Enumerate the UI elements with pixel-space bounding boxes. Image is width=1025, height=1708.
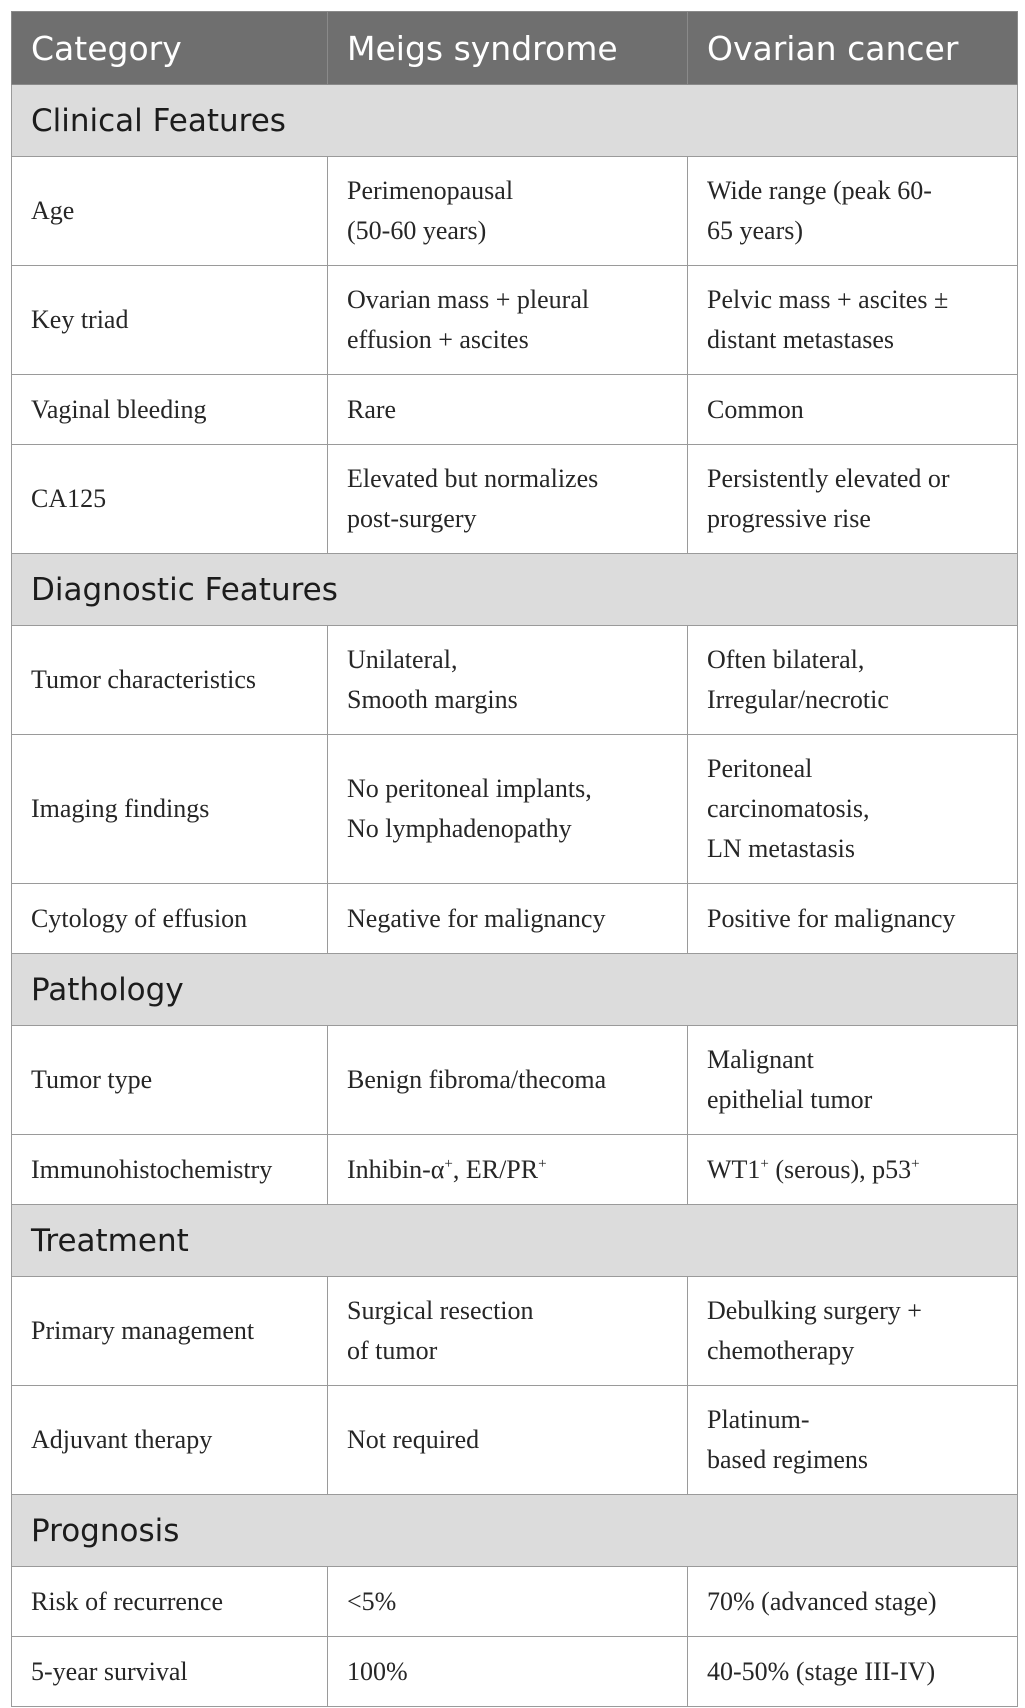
marker-text: , ER/PR bbox=[452, 1154, 539, 1184]
cell-line: epithelial tumor bbox=[707, 1085, 873, 1114]
cell-line: Often bilateral, bbox=[707, 645, 865, 674]
ovarian-cell bbox=[688, 1277, 1018, 1386]
row-category: Tumor type bbox=[12, 1026, 328, 1135]
section-title: Clinical Features bbox=[12, 85, 1018, 157]
header-meigs-syndrome: Meigs syndrome bbox=[328, 12, 688, 85]
row-category: Immunohistochemistry bbox=[12, 1135, 328, 1205]
table-row-key-triad bbox=[12, 266, 1018, 375]
meigs-cell bbox=[328, 735, 688, 884]
meigs-cell bbox=[328, 1026, 688, 1135]
cell-line: progressive rise bbox=[707, 504, 871, 533]
row-category: Cytology of effusion bbox=[12, 884, 328, 954]
section-title: Prognosis bbox=[12, 1495, 1018, 1567]
section-title: Diagnostic Features bbox=[12, 554, 1018, 626]
ovarian-cell bbox=[688, 445, 1018, 554]
meigs-cell bbox=[328, 157, 688, 266]
section-row-diagnostic-features bbox=[12, 554, 1018, 626]
cell-line: chemotherapy bbox=[707, 1336, 855, 1365]
meigs-cell bbox=[328, 1135, 688, 1205]
table-row-ca125 bbox=[12, 445, 1018, 554]
ovarian-cell bbox=[688, 1135, 1018, 1205]
cell-line: Negative for malignancy bbox=[347, 903, 606, 933]
meigs-cell bbox=[328, 1386, 688, 1495]
cell-line: Pelvic mass + ascites ± bbox=[707, 285, 949, 314]
row-category: Primary management bbox=[12, 1277, 328, 1386]
ovarian-cell bbox=[688, 266, 1018, 375]
cell-line: Malignant bbox=[707, 1045, 814, 1074]
cell-line: distant metastases bbox=[707, 325, 895, 354]
table-row-cytology-of-effusion bbox=[12, 884, 1018, 954]
table-row-vaginal-bleeding bbox=[12, 375, 1018, 445]
cell-line bbox=[707, 1150, 1017, 1190]
meigs-cell bbox=[328, 375, 688, 445]
meigs-cell bbox=[328, 884, 688, 954]
row-category: Tumor characteristics bbox=[12, 626, 328, 735]
ovarian-cell bbox=[688, 375, 1018, 445]
cell-line: Irregular/necrotic bbox=[707, 685, 889, 714]
marker-text: Inhibin-α bbox=[347, 1154, 445, 1184]
section-row-prognosis bbox=[12, 1495, 1018, 1567]
positive-superscript: + bbox=[911, 1155, 920, 1172]
meigs-cell bbox=[328, 1637, 688, 1707]
meigs-cell bbox=[328, 445, 688, 554]
section-title: Treatment bbox=[12, 1205, 1018, 1277]
table-row-adjuvant-therapy bbox=[12, 1386, 1018, 1495]
cell-line: Surgical resection bbox=[347, 1296, 534, 1325]
header-ovarian-cancer: Ovarian cancer bbox=[688, 12, 1018, 85]
cell-line: No peritoneal implants, bbox=[347, 774, 592, 803]
cell-line: Elevated but normalizes bbox=[347, 464, 599, 493]
cell-line: LN metastasis bbox=[707, 834, 856, 863]
cell-line: Platinum- bbox=[707, 1405, 810, 1434]
cell-line: Persistently elevated or bbox=[707, 464, 950, 493]
meigs-cell bbox=[328, 1567, 688, 1637]
cell-line: 65 years) bbox=[707, 216, 804, 245]
cell-line: of tumor bbox=[347, 1336, 438, 1365]
ovarian-cell bbox=[688, 884, 1018, 954]
header-row bbox=[12, 12, 1018, 85]
ovarian-cell bbox=[688, 735, 1018, 884]
cell-line: based regimens bbox=[707, 1445, 869, 1474]
section-title: Pathology bbox=[12, 954, 1018, 1026]
cell-line: (50-60 years) bbox=[347, 216, 487, 245]
cell-line: Rare bbox=[347, 394, 397, 424]
marker-text: WT1 bbox=[707, 1154, 761, 1184]
ovarian-cell bbox=[688, 1026, 1018, 1135]
cell-line: <5% bbox=[347, 1586, 397, 1616]
cell-line: 70% (advanced stage) bbox=[707, 1586, 937, 1616]
table-row-immunohistochemistry bbox=[12, 1135, 1018, 1205]
table-row-5-year-survival bbox=[12, 1637, 1018, 1707]
table-row-tumor-type bbox=[12, 1026, 1018, 1135]
cell-line: Unilateral, bbox=[347, 645, 458, 674]
row-category: Key triad bbox=[12, 266, 328, 375]
cell-line: Peritoneal bbox=[707, 754, 813, 783]
table-row-imaging-findings bbox=[12, 735, 1018, 884]
cell-line: 100% bbox=[347, 1656, 408, 1686]
row-category: Vaginal bleeding bbox=[12, 375, 328, 445]
cell-line: Benign fibroma/thecoma bbox=[347, 1065, 607, 1094]
cell-line: 40-50% (stage III-IV) bbox=[707, 1656, 936, 1686]
header-category: Category bbox=[12, 12, 328, 85]
ovarian-cell bbox=[688, 1637, 1018, 1707]
cell-line bbox=[347, 1150, 687, 1190]
cell-line: post-surgery bbox=[347, 504, 477, 533]
comparison-table bbox=[11, 11, 1018, 1707]
ovarian-cell bbox=[688, 1386, 1018, 1495]
meigs-cell bbox=[328, 626, 688, 735]
positive-superscript: + bbox=[760, 1155, 769, 1172]
table-row-risk-of-recurrence bbox=[12, 1567, 1018, 1637]
cell-line: Wide range (peak 60- bbox=[707, 176, 932, 205]
row-category: Age bbox=[12, 157, 328, 266]
meigs-cell bbox=[328, 266, 688, 375]
section-row-pathology bbox=[12, 954, 1018, 1026]
table-row-age bbox=[12, 157, 1018, 266]
marker-text: (serous), p53 bbox=[768, 1154, 912, 1184]
cell-line: Common bbox=[707, 394, 804, 424]
ovarian-cell bbox=[688, 1567, 1018, 1637]
cell-line: Debulking surgery + bbox=[707, 1296, 922, 1325]
cell-line: Not required bbox=[347, 1425, 480, 1454]
positive-superscript: + bbox=[444, 1155, 453, 1172]
section-row-clinical-features bbox=[12, 85, 1018, 157]
meigs-cell bbox=[328, 1277, 688, 1386]
cell-line: Smooth margins bbox=[347, 685, 518, 714]
row-category: CA125 bbox=[12, 445, 328, 554]
table-row-tumor-characteristics bbox=[12, 626, 1018, 735]
row-category: Risk of recurrence bbox=[12, 1567, 328, 1637]
cell-line: Perimenopausal bbox=[347, 176, 514, 205]
cell-line: Ovarian mass + pleural bbox=[347, 285, 590, 314]
section-row-treatment bbox=[12, 1205, 1018, 1277]
positive-superscript: + bbox=[538, 1155, 547, 1172]
cell-line: carcinomatosis, bbox=[707, 794, 870, 823]
cell-line: effusion + ascites bbox=[347, 325, 529, 354]
row-category: 5-year survival bbox=[12, 1637, 328, 1707]
ovarian-cell bbox=[688, 626, 1018, 735]
row-category: Adjuvant therapy bbox=[12, 1386, 328, 1495]
table-row-primary-management bbox=[12, 1277, 1018, 1386]
cell-line: No lymphadenopathy bbox=[347, 814, 572, 843]
row-category: Imaging findings bbox=[12, 735, 328, 884]
cell-line: Positive for malignancy bbox=[707, 903, 956, 933]
ovarian-cell bbox=[688, 157, 1018, 266]
